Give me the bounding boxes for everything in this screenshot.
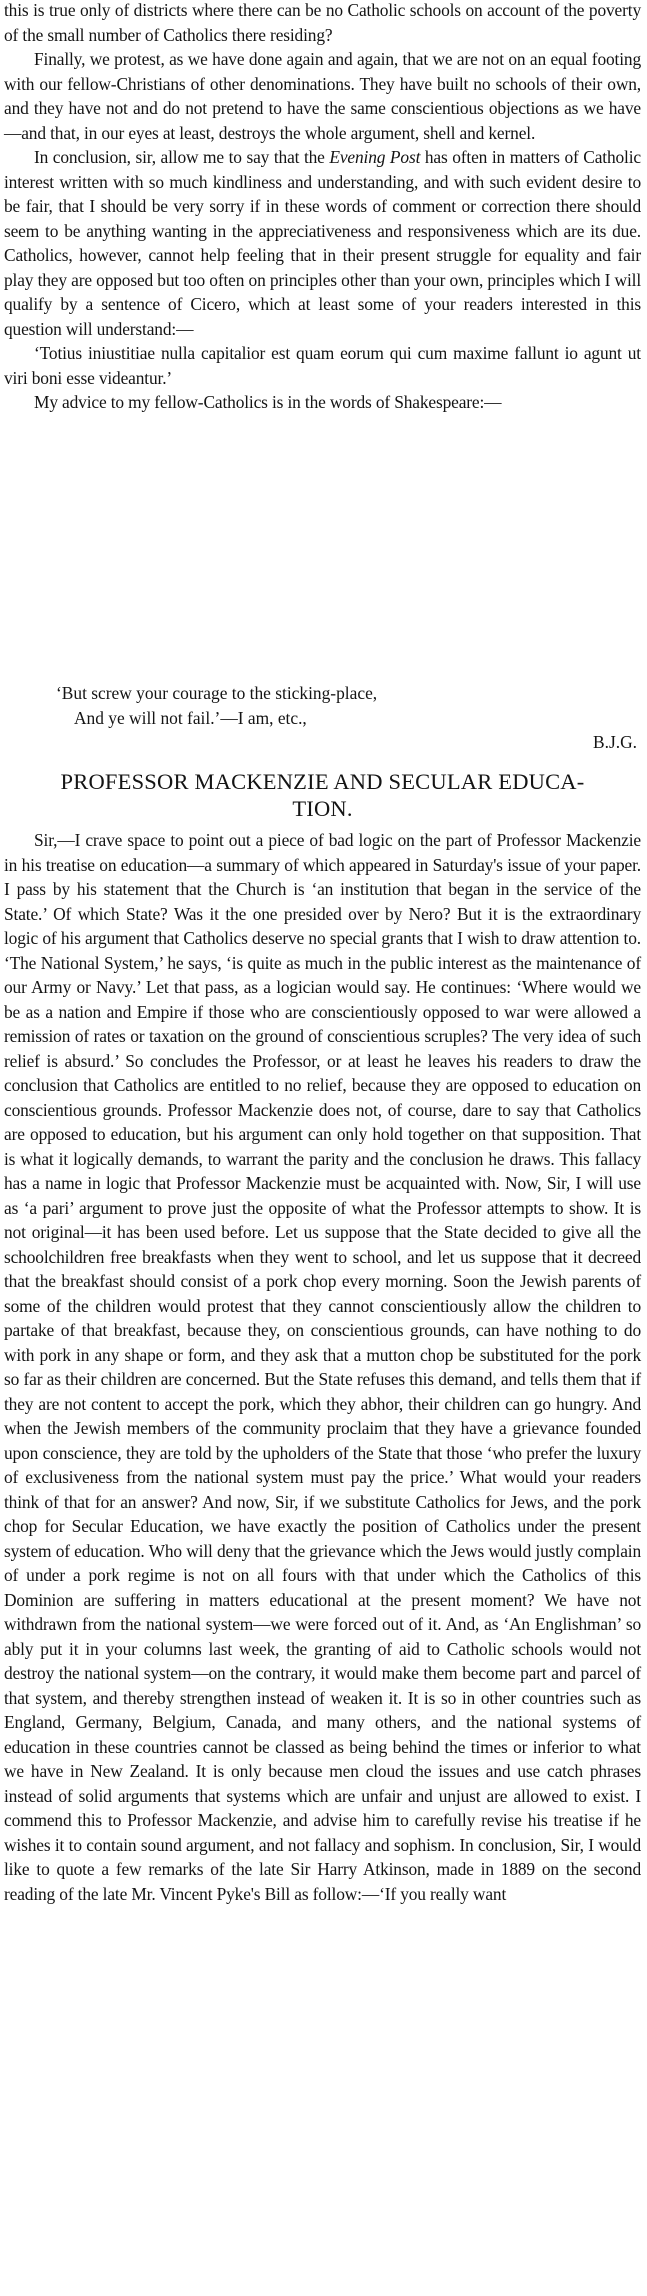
article-paragraph: Sir,—I crave space to point out a piece of bad logic on the part of Professor Mackenzie in his treatise on education—a summary of which appeared in Saturday's issue of your paper. I pass by his statement that the Church is ‘an institution that began in the service of the State.’ Of which State? Was it the one presided over by Nero? But it is the extraordinary logic of his argument that Catholics deserve no special grants that I wish to draw attention to. ‘The National System,’ he says, ‘is quite as much in the public interest as the maintenance of our Army or Navy.’ Let that pass, as a logician would say. He continues: ‘Where would we be as a nation and Empire if those who are conscientiously opposed to war were allowed a remission of rates or taxation on the ground of conscientious scruples? The very idea of such relief is absurd.’ So concludes the Professor, or at least he leaves his readers to draw the conclusion that Catholics are entitled to no relief, because they are opposed to education on conscientious grounds. Professor Mackenzie does not, of course, dare to say that Catholics are opposed to education, but his argument can only hold together on that supposition. That is what it logically demands, to warrant the parity and the conclusion he draws. This fallacy has a name in logic that Professor Mackenzie must be acquainted with. Now, Sir, I will use as ‘a pari’ argument to prove just the opposite of what the Professor attempts to show. It is not original—it has been used before. Let us suppose that the State decided to give all the schoolchildren free breakfasts when they went to school, and let us suppose that it decreed that the breakfast should consist of a pork chop every morning. Soon the Jewish parents of some of the children would protest that they cannot conscientiously allow the children to partake of that breakfast, because they, on conscientious grounds, can have nothing to do with pork in any shape or form, and they ask that a mutton chop be substituted for the pork so far as their children are concerned. But the State refuses this demand, and tells them that if they are not content to accept the pork, which they abhor, their children can go hungry. And when the Jewish members of the community proclaim that they have a grievance founded upon conscience, they are told by the upholders of the State that those ‘who prefer the luxury of exclusiveness from the national system must pay the price.’ What would your readers think of that for an answer? And now, Sir, if we substitute Catholics for Jews, and the pork chop for Secular Education, we have exactly the position of Catholics under the present system of education. Who will deny that the grievance which the Jews would justly complain of under a pork regime is not on all fours with that under which the Catholics of this Dominion are suffering in matters educational at the present moment? We have not withdrawn from the national system—we were forced out of it. And, as ‘An Englishman’ so ably put it in your columns last week, the granting of aid to Catholic schools would not destroy the national system—on the contrary, it would make them become part and parcel of that system, and thereby strengthen instead of weaken it. It is so in other countries such as England, Germany, Belgium, Canada, and many others, and the national systems of education in these countries cannot be classed as being behind the times or inferior to what we have in New Zealand. It is only because men cloud the issues and use catch phrases instead of solid arguments that systems which are unfair and unjust are allowed to exist. I commend this to Professor Mackenzie, and advise him to carefully revise his treatise if he wishes it to contain sound argument, and not fallacy and sophism. In conclusion, Sir, I would like to quote a few remarks of the late Sir Harry Atkinson, made in 1889 on the second reading of the late Mr. Vincent Pyke's Bill as follow:—‘If you really want bbox=[4, 830, 641, 1904]
letter-continuation bbox=[4, 0, 641, 415]
quote-line: ‘But screw your courage to the sticking-place, bbox=[56, 683, 378, 703]
shakespeare-quote bbox=[4, 681, 641, 730]
newspaper-name: Evening Post bbox=[329, 147, 421, 167]
heading-line: PROFESSOR MACKENZIE AND SECULAR EDUCA- bbox=[60, 769, 585, 794]
paragraph: this is true only of districts where there can be no Catholic schools on account of the poverty of the small number of Catholics there residing? bbox=[4, 0, 641, 45]
quote-line: And ye will not fail.’—I am, etc., bbox=[74, 707, 307, 728]
paragraph-text: has often in matters of Catholic interest written with so much kindliness and understanding, and with such evident desire to be fair, that I should be very sorry if in these words of comment or correction there should seem to be anything wanting in the appreciativeness and responsiveness which are its due. Catholics, however, cannot help feeling that in their present struggle for equality and fair play they are opposed but too often on principles other than your own, principles which I will qualify by a sentence of Cicero, which at least some of your readers interested in this question will understand:— bbox=[4, 147, 641, 339]
paragraph bbox=[4, 145, 641, 341]
latin-quotation: ‘Totius iniustitiae nulla capitalior est quam eorum qui cum maxime fallunt io agunt ut viri boni esse videantur.’ bbox=[4, 343, 641, 388]
paragraph: Finally, we protest, as we have done again and again, that we are not on an equal footing with our fellow-Christians of other denominations. They have built no schools of their own, and they have not and do not pretend to have the same conscientious objections as we have—and that, in our eyes at least, destroys the whole argument, shell and kernel. bbox=[4, 49, 641, 143]
article-body bbox=[4, 828, 641, 1906]
paragraph-text: In conclusion, sir, allow me to say that the bbox=[34, 147, 330, 167]
signature: B.J.G. bbox=[593, 732, 637, 752]
article-heading bbox=[4, 769, 641, 822]
heading-line: TION. bbox=[292, 795, 353, 821]
paragraph: My advice to my fellow-Catholics is in the words of Shakespeare:— bbox=[34, 392, 502, 412]
